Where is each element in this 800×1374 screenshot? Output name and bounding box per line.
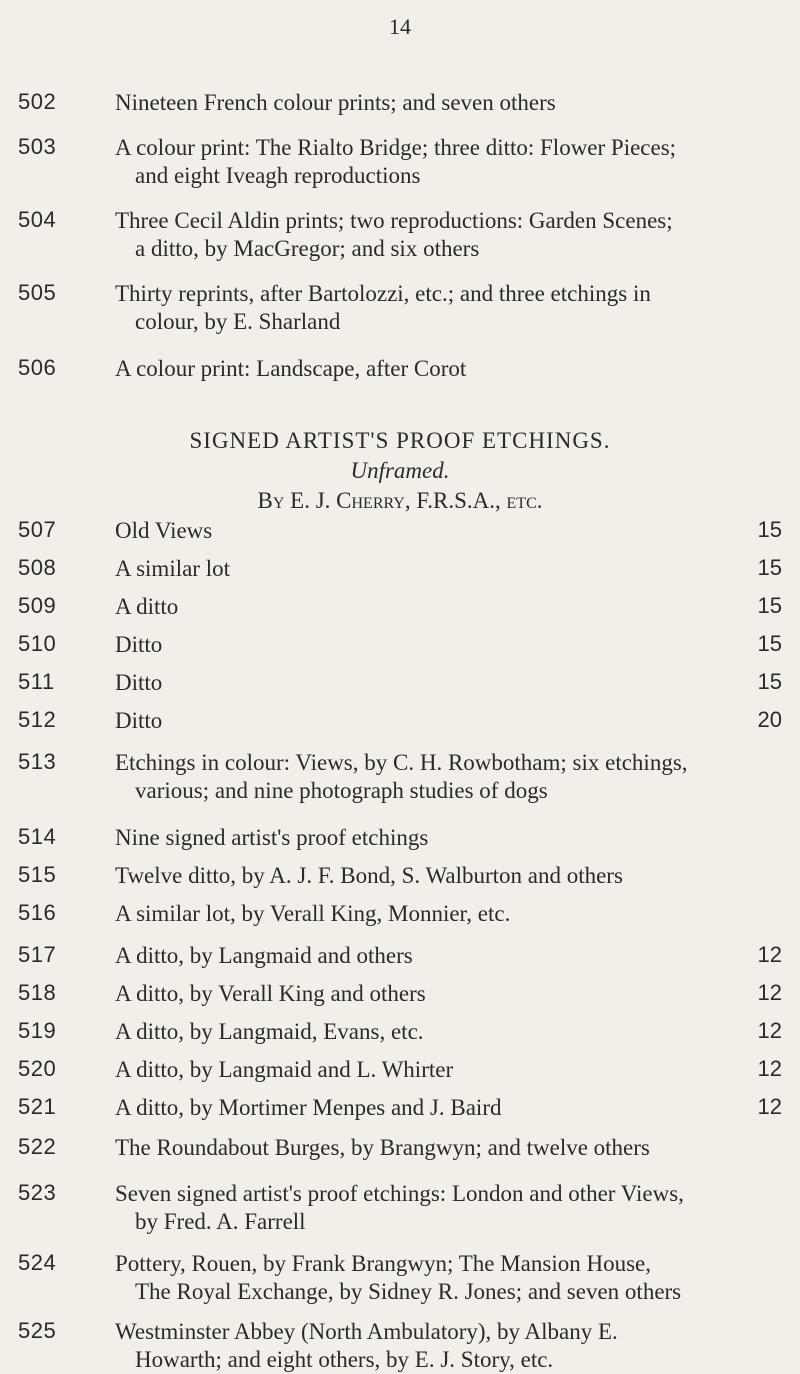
lot-description: [115, 89, 787, 117]
lot-number: 507: [18, 517, 57, 542]
lot-price: 15: [757, 555, 782, 580]
lot-description: [115, 355, 787, 383]
lot-number: 504: [18, 207, 57, 232]
lot-number: 505: [18, 280, 57, 305]
lot-number: 512: [18, 707, 57, 732]
lot-price: 15: [757, 593, 782, 618]
lot-description-line: Etchings in colour: Views, by C. H. Rowbotham; six etchings,: [115, 750, 688, 775]
lot-price: 12: [757, 1056, 782, 1081]
lot-description-line: A ditto, by Langmaid, Evans, etc.: [115, 1019, 424, 1044]
lot-description-line: Three Cecil Aldin prints; two reproductions: Garden Scenes;: [115, 208, 673, 233]
lot-description: [115, 517, 787, 545]
lot-description: [115, 669, 787, 697]
lot-description: [115, 631, 787, 659]
lot-description: [115, 980, 787, 1008]
lot-number: 516: [18, 900, 57, 925]
lot-description: [115, 749, 787, 805]
lot-number: 503: [18, 134, 57, 159]
lot-number: 514: [18, 824, 57, 849]
lot-description: [115, 1318, 787, 1374]
lot-price: 15: [757, 631, 782, 656]
lot-number: 518: [18, 980, 57, 1005]
lot-description-line: A ditto: [115, 594, 179, 619]
lot-description-line: Old Views: [115, 518, 213, 543]
lot-description-line: Twelve ditto, by A. J. F. Bond, S. Walburton and others: [115, 863, 623, 888]
lot-number: 502: [18, 89, 57, 114]
lot-number: 523: [18, 1180, 57, 1205]
lot-description: [115, 555, 787, 583]
lot-price: 20: [757, 707, 782, 732]
lot-number: 515: [18, 862, 57, 887]
lot-number: 509: [18, 593, 57, 618]
lot-description: [115, 942, 787, 970]
lot-description: [115, 862, 787, 890]
lot-number: 511: [18, 669, 55, 694]
lot-description: [115, 593, 787, 621]
lot-description: [115, 1056, 787, 1084]
lot-number: 510: [18, 631, 57, 656]
lot-number: 521: [18, 1094, 57, 1119]
lot-description: [115, 1250, 787, 1306]
lot-number: 525: [18, 1318, 57, 1343]
lot-description: [115, 207, 787, 263]
lot-number: 517: [18, 942, 57, 967]
lot-description: [115, 1180, 787, 1236]
lot-description-line: various; and nine photograph studies of dogs: [135, 778, 548, 803]
lot-price: 15: [757, 517, 782, 542]
lot-description: [115, 280, 787, 336]
lot-description-line: Westminster Abbey (North Ambulatory), by Albany E.: [115, 1319, 618, 1344]
lot-description-line: and eight Iveagh reproductions: [135, 163, 421, 188]
lot-number: 513: [18, 749, 57, 774]
page-number: 14: [389, 14, 411, 39]
lot-description-line: The Royal Exchange, by Sidney R. Jones; and seven others: [135, 1279, 682, 1304]
lot-description: [115, 707, 787, 735]
lot-number: 520: [18, 1056, 57, 1081]
lot-description-line: Howarth; and eight others, by E. J. Story, etc.: [135, 1347, 554, 1372]
lot-description-line: colour, by E. Sharland: [135, 309, 341, 334]
section-author: By E. J. Cherry, F.R.S.A., etc.: [257, 488, 543, 513]
lot-description-line: A ditto, by Langmaid and L. Whirter: [115, 1057, 454, 1082]
lot-description: [115, 1134, 787, 1162]
lot-description-line: a ditto, by MacGregor; and six others: [135, 236, 480, 261]
lot-description-line: Pottery, Rouen, by Frank Brangwyn; The Mansion House,: [115, 1251, 651, 1276]
lot-description-line: Nineteen French colour prints; and seven others: [115, 90, 556, 115]
lot-number: 508: [18, 555, 57, 580]
lot-description-line: A ditto, by Langmaid and others: [115, 943, 413, 968]
lot-description-line: A similar lot, by Verall King, Monnier, etc.: [115, 901, 511, 926]
section-subheading: Unframed.: [350, 458, 450, 483]
lot-description-line: A ditto, by Verall King and others: [115, 981, 426, 1006]
lot-price: 12: [757, 980, 782, 1005]
lot-number: 522: [18, 1134, 57, 1159]
lot-number: 506: [18, 355, 57, 380]
lot-description: [115, 134, 787, 190]
lot-description-line: A similar lot: [115, 556, 230, 581]
lot-number: 519: [18, 1018, 57, 1043]
lot-description-line: Seven signed artist's proof etchings: London and other Views,: [115, 1181, 684, 1206]
lot-description-line: A colour print: Landscape, after Corot: [115, 356, 467, 381]
lot-description-line: Ditto: [115, 670, 163, 695]
lot-price: 12: [757, 942, 782, 967]
lot-price: 12: [757, 1018, 782, 1043]
lot-description: [115, 1094, 787, 1122]
lot-number: 524: [18, 1250, 57, 1275]
lot-description-line: Ditto: [115, 632, 163, 657]
lot-description: [115, 900, 787, 928]
lot-description-line: A ditto, by Mortimer Menpes and J. Baird: [115, 1095, 502, 1120]
lot-description: [115, 1018, 787, 1046]
lot-description-line: A colour print: The Rialto Bridge; three ditto: Flower Pieces;: [115, 135, 677, 160]
lot-description: [115, 824, 787, 852]
section-heading: SIGNED ARTIST'S PROOF ETCHINGS.: [189, 428, 611, 453]
lot-price: 12: [757, 1094, 782, 1119]
lot-description-line: The Roundabout Burges, by Brangwyn; and twelve others: [115, 1135, 650, 1160]
lot-price: 15: [757, 669, 782, 694]
lot-description-line: Nine signed artist's proof etchings: [115, 825, 429, 850]
lot-description-line: by Fred. A. Farrell: [135, 1209, 306, 1234]
lot-description-line: Thirty reprints, after Bartolozzi, etc.; and three etchings in: [115, 281, 651, 306]
lot-description-line: Ditto: [115, 708, 163, 733]
